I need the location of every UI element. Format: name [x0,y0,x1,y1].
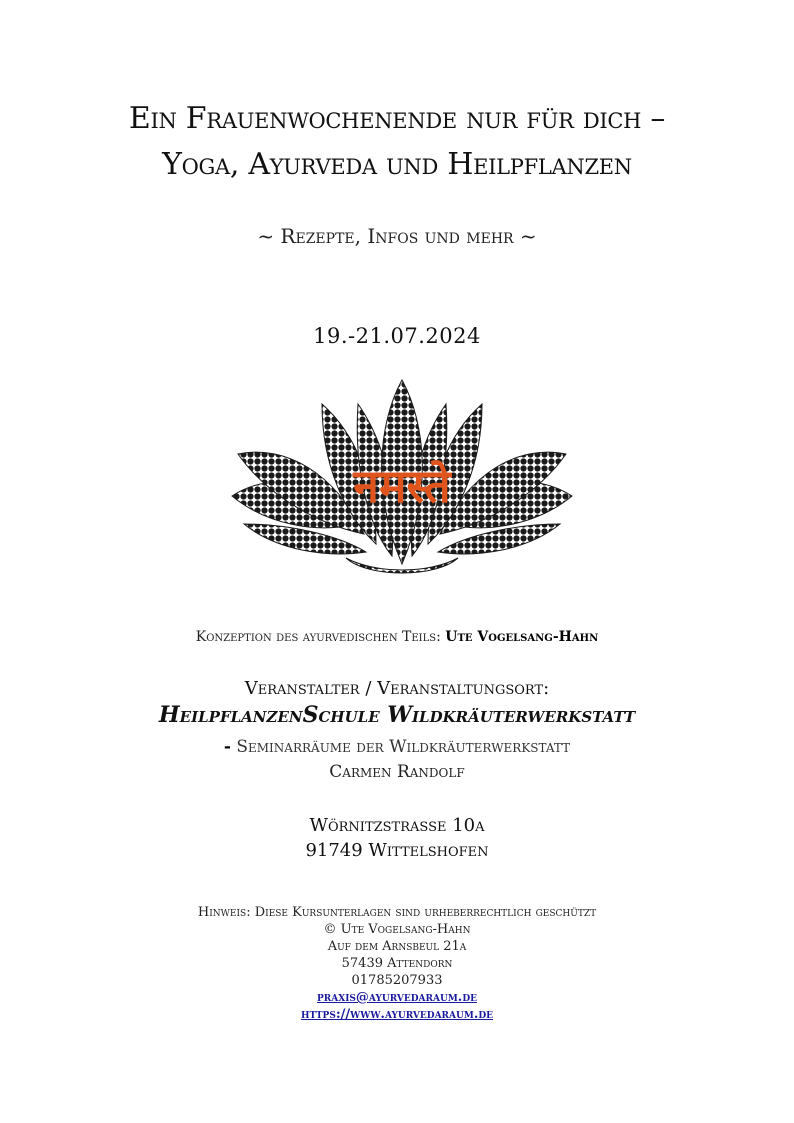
event-date: 19.-21.07.2024 [313,324,481,348]
page-title [0,96,794,188]
copyright-notice: Hinweis: Diese Kursunterlagen sind urheberrechtlich geschützt [197,905,597,920]
concept-line [0,629,794,645]
venue-city: 91749 Wittelshofen [305,840,489,861]
venue-street: Wörnitzstrasse 10a [309,815,485,836]
venue-dash: - [223,737,231,757]
organizer-person: Carmen Randolf [329,762,465,782]
lotus-logo [226,374,578,582]
email-link[interactable]: praxis@ayurvedaraum.de [317,990,477,1005]
organizer-label: Veranstalter / Veranstaltungsort: [244,678,550,699]
footer [0,904,794,1023]
organizer-name: HeilpflanzenSchule Wildkräuterwerkstatt [158,702,636,728]
copyright-holder: © Ute Vogelsang-Hahn [323,922,471,937]
footer-city: 57439 Attendorn [341,956,453,971]
footer-phone: 01785207933 [351,973,443,988]
concept-name: Ute Vogelsang-Hahn [445,629,599,645]
venue-address [0,813,794,863]
venue-text: Seminarräume der Wildkräuterwerkstatt [236,737,571,757]
organizer-venue [0,737,794,757]
subtitle: ~ Rezepte, Infos und mehr ~ [257,224,537,248]
website-link[interactable]: https://www.ayurvedaraum.de [300,1007,494,1022]
footer-street: Auf dem Arnsbeul 21a [327,939,467,954]
title-line-1: Ein Frauenwochenende nur für dich – [128,101,666,136]
concept-label: Konzeption des ayurvedischen Teils: [195,629,441,645]
namaste-script: नमस्ते [353,459,451,513]
lotus-icon [226,374,578,582]
title-line-2: Yoga, Ayurveda und Heilpflanzen [162,147,632,182]
